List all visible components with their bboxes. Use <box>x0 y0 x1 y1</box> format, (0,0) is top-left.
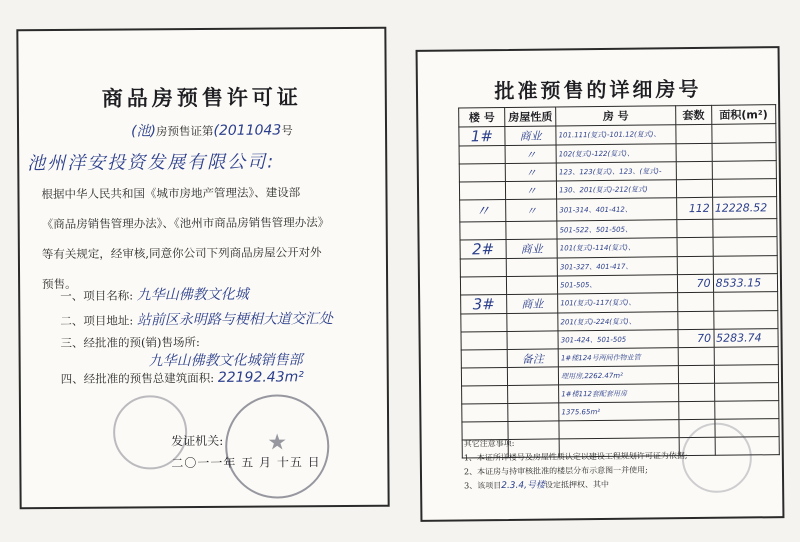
issue-date: 二〇一一年 五 月 十五 日 <box>171 455 321 471</box>
presale-permit-page <box>16 27 389 510</box>
row-count <box>677 292 713 311</box>
row-rooms: 1#楼112套配套用房 <box>559 384 679 403</box>
cert-prefix: (池) <box>130 123 157 140</box>
note-line: 2、本证房与持审核批准的楼层分布示意图一并使用; <box>463 465 648 477</box>
row-rooms: 301-314、401-412、 <box>557 198 677 221</box>
issuer-label: 发证机关: <box>171 433 224 449</box>
row-property <box>506 276 557 295</box>
row-building: 3# <box>461 294 507 313</box>
row-property: 〃 <box>505 163 556 182</box>
row-rooms: 102(复式)-122(复式)、 <box>556 144 676 163</box>
row-rooms: 130、201(复式)-212(复式) <box>557 180 677 199</box>
row-building <box>461 367 507 385</box>
row-property <box>506 221 557 240</box>
row-count <box>677 256 713 274</box>
row-count <box>678 347 714 365</box>
row-area <box>714 365 779 384</box>
sales-office <box>60 334 199 351</box>
room-detail-page <box>416 46 785 522</box>
row-count <box>676 179 712 197</box>
notes-section <box>464 434 775 493</box>
row-property <box>508 385 559 404</box>
project-address-value: 站前区永明路与梗相大道交汇处 <box>136 311 333 329</box>
total-area-label: 四、经批准的预售总建筑面积: <box>60 370 215 386</box>
row-building <box>460 221 506 239</box>
header-area: 面积(m²) <box>711 105 776 125</box>
official-seal <box>225 394 330 499</box>
row-count: 70 <box>678 329 714 347</box>
notes-title: 其它注意事项: <box>463 438 515 449</box>
row-property: 〃 <box>506 199 557 222</box>
company-name: 池州洋安投资发展有限公司: <box>27 151 276 175</box>
row-area <box>714 383 779 402</box>
room-table <box>458 104 780 458</box>
row-building <box>460 258 506 276</box>
row-area: 8533.15 <box>713 274 778 293</box>
paragraph-line: 预售。 <box>42 276 77 292</box>
room-detail-title: 批准预售的详细房号 <box>494 76 702 104</box>
project-name-label: 一、项目名称: <box>60 288 134 303</box>
row-property: 〃 <box>505 145 556 164</box>
row-property: 商业 <box>507 294 558 314</box>
row-count: 112 <box>676 197 712 219</box>
row-area <box>713 292 778 312</box>
row-rooms: 理用房,2262.47m² <box>559 366 679 385</box>
row-rooms: 201(复式)-224(复式)、 <box>558 312 678 331</box>
row-building <box>461 331 507 349</box>
row-area <box>713 311 778 330</box>
row-building <box>461 349 507 367</box>
sales-office-value: 九华山佛教文化城销售部 <box>148 352 303 370</box>
total-area-value: 22192.43m² <box>217 369 304 386</box>
row-rooms: 301-327、401-417、 <box>557 257 677 276</box>
row-building <box>459 163 505 181</box>
header-rooms: 房 号 <box>556 106 676 126</box>
row-building <box>459 181 505 199</box>
row-count <box>678 311 714 329</box>
row-area: 5283.74 <box>714 329 779 348</box>
row-property <box>508 403 559 422</box>
row-count <box>676 161 712 179</box>
row-count <box>679 401 715 419</box>
certificate-number <box>131 119 293 140</box>
row-count: 70 <box>677 274 713 292</box>
row-rooms: 501-505、 <box>558 275 678 294</box>
header-count: 套数 <box>675 105 711 124</box>
permit-title: 商品房预售许可证 <box>101 85 302 111</box>
row-count <box>677 237 713 256</box>
row-area <box>714 401 779 420</box>
row-property <box>507 367 558 386</box>
note-hand: 2.3.4,号楼 <box>501 480 546 492</box>
paragraph-line: 等有关规定，经审核,同意你公司下列商品房屋公开对外 <box>41 245 322 262</box>
row-rooms: 301-424、501-505 <box>558 330 678 349</box>
row-area <box>712 161 777 180</box>
note-tail: 设定抵押权、其中 <box>544 479 610 490</box>
row-area <box>711 124 776 144</box>
project-address-label: 二、项目地址: <box>60 313 134 328</box>
row-building <box>462 385 508 403</box>
row-property: 备注 <box>507 349 558 368</box>
row-building: 2# <box>460 239 506 258</box>
project-name-value: 九华山佛教文化城 <box>136 286 249 304</box>
row-area <box>714 347 779 366</box>
row-count <box>676 124 712 143</box>
row-rooms: 101(复式)-114(复式)、 <box>557 238 677 258</box>
note-line: 1、本证所详楼号及房屋性质认定以建设工程规划许可证为依据; <box>463 451 688 463</box>
row-property: 〃 <box>505 181 556 200</box>
row-building: 〃 <box>460 199 506 221</box>
row-area <box>712 219 777 238</box>
note-text: 3、该项目 <box>464 481 502 491</box>
row-property <box>507 313 558 332</box>
row-area <box>712 179 777 198</box>
cert-suffix: 号 <box>281 123 293 138</box>
row-area: 12228.52 <box>712 197 777 220</box>
paragraph-line: 根据中华人民共和国《城市房地产管理法》、建设部 <box>41 185 301 202</box>
row-property <box>506 258 557 277</box>
row-rooms: 123、123(复式)、123、(复式)- <box>556 162 676 181</box>
total-area <box>61 369 304 387</box>
permit-paragraph <box>41 177 362 299</box>
seal-star-icon: ★ <box>267 430 288 456</box>
row-area <box>713 237 778 257</box>
project-name <box>60 284 249 305</box>
row-rooms: 101.111(复式)-101.12(复式)、 <box>556 125 676 145</box>
row-rooms: 1375.65m² <box>559 402 679 421</box>
row-count <box>676 143 712 161</box>
row-property: 商业 <box>505 126 556 146</box>
row-building: 1# <box>459 126 505 145</box>
row-rooms: 101(复式)-117(复式)、 <box>558 293 678 313</box>
row-count <box>678 365 714 383</box>
room-rows <box>459 124 779 458</box>
row-property <box>507 331 558 350</box>
row-building <box>459 145 505 163</box>
row-building <box>460 276 506 294</box>
project-address <box>60 308 333 330</box>
header-property: 房屋性质 <box>505 107 556 127</box>
row-count <box>677 219 713 237</box>
row-rooms: 1#楼124号两间作物业管 <box>558 348 678 367</box>
header-building: 楼 号 <box>459 107 505 126</box>
row-area <box>712 143 777 162</box>
sales-office-label: 三、经批准的预(销)售场所: <box>60 335 200 350</box>
paragraph-line: 《商品房销售管理办法》、《池州市商品房销售管理办法》 <box>41 215 330 232</box>
cert-no: (2011043 <box>213 122 282 139</box>
row-rooms: 501-522、501-505、 <box>557 220 677 239</box>
row-count <box>678 383 714 401</box>
row-building <box>462 403 508 421</box>
row-area <box>713 256 778 275</box>
row-property: 商业 <box>506 239 557 259</box>
cert-mid: 房预售证第 <box>155 123 214 139</box>
row-building <box>461 313 507 331</box>
